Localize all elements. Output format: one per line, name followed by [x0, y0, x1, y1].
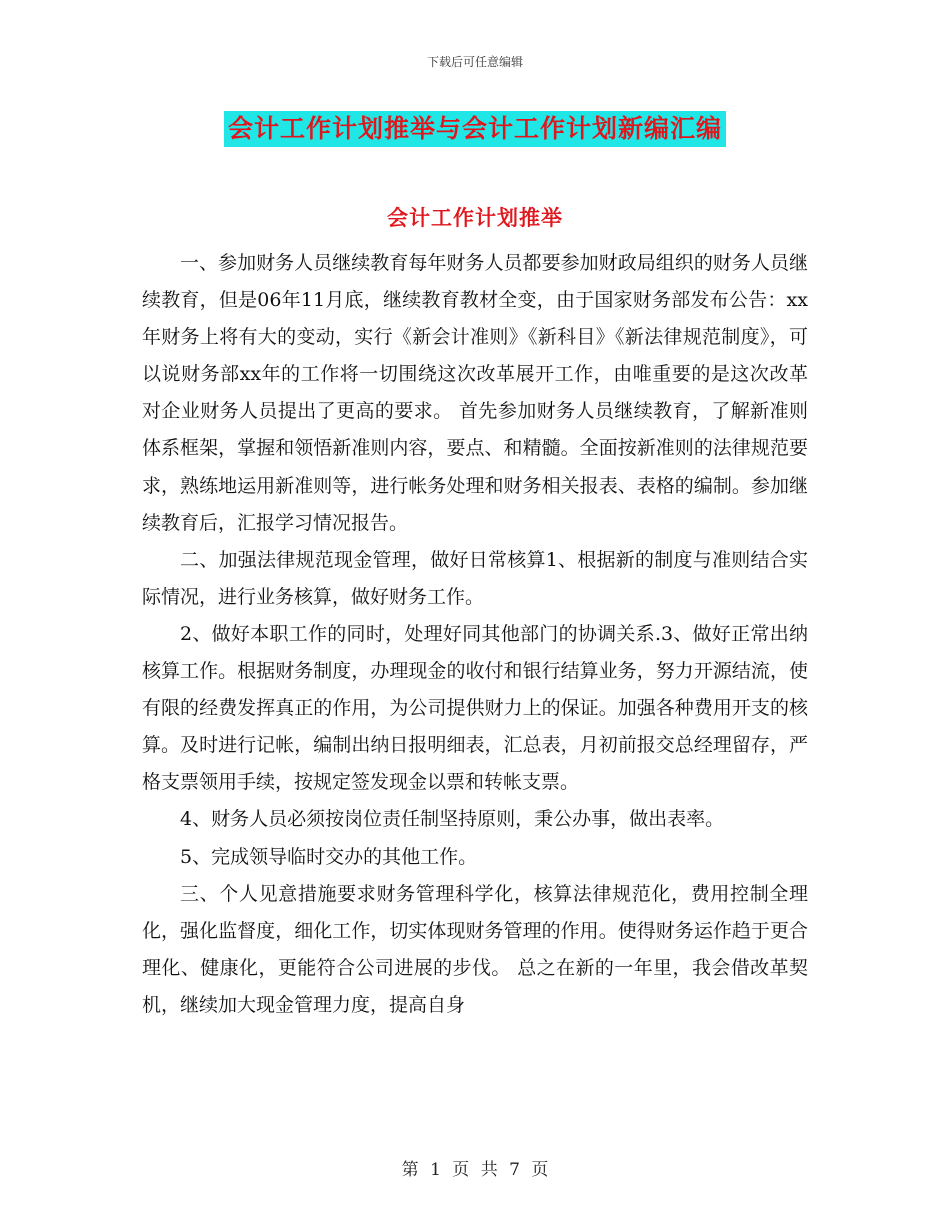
paragraph: 二、加强法律规范现金管理，做好日常核算1、根据新的制度与准则结合实际情况，进行业务核算，做好财务工作。 [142, 548, 808, 608]
page-footer: 第 1 页 共 7 页 [401, 1160, 549, 1180]
paragraph: 一、参加财务人员继续教育每年财务人员都要参加财政局组织的财务人员继续教育，但是06年11月底，继续教育教材全变，由于国家财务部发布公告：xx年财务上将有大的变动，实行《新会计准则》《新科目》《新法律规范制度》，可以说财务部xx年的工作将一切围绕这次改革展开工作，由唯重要的是这次改革对企业财务人员提出了更高的要求。 首先参加财务人员继续教育，了解新准则体系框架，掌握和领悟新准则内容，要点、和精髓。全面按新准则的法律规范要求，熟练地运用新准则等，进行帐务处理和财务相关报表、表格的编制。参加继续教育后，汇报学习情况报告。 [142, 252, 808, 534]
section-title: 会计工作计划推举 [387, 205, 563, 230]
paragraph: 4、财务人员必须按岗位责任制坚持原则，秉公办事，做出表率。 [180, 808, 725, 831]
document-title: 会计工作计划推举与会计工作计划新编汇编 [224, 111, 726, 147]
document-body [142, 245, 808, 1024]
document-title-wrap [0, 111, 950, 147]
header-note: 下载后可任意编辑 [426, 55, 523, 69]
paragraph: 2、做好本职工作的同时，处理好同其他部门的协调关系.3、做好正常出纳核算工作。根据财务制度，办理现金的收付和银行结算业务，努力开源结流，使有限的经费发挥真正的作用，为公司提供财力上的保证。加强各种费用开支的核算。及时进行记帐，编制出纳日报明细表，汇总表，月初前报交总经理留存，严格支票领用手续，按规定签发现金以票和转帐支票。 [142, 622, 808, 794]
paragraph: 5、完成领导临时交办的其他工作。 [180, 845, 478, 868]
paragraph: 三、个人见意措施要求财务管理科学化，核算法律规范化，费用控制全理化，强化监督度，细化工作，切实体现财务管理的作用。使得财务运作趋于更合理化、健康化，更能符合公司进展的步伐。 总之在新的一年里，我会借改革契机，继续加大现金管理力度，提高自身 [142, 882, 808, 1016]
